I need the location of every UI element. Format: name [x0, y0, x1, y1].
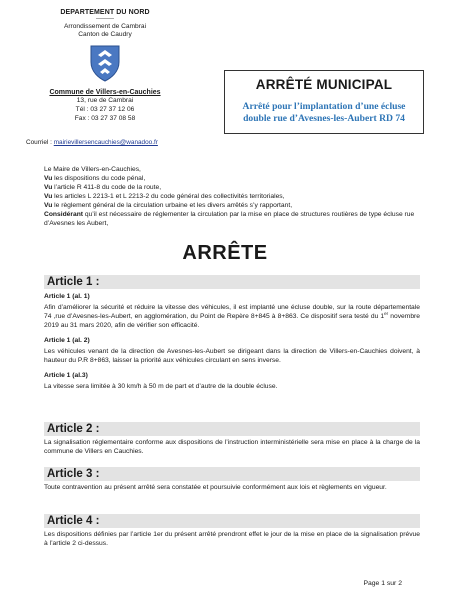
article-2	[44, 422, 420, 456]
page-number: Page 1 sur 2	[363, 580, 402, 587]
decree-subtitle	[225, 101, 423, 125]
article-3	[44, 467, 420, 492]
arrete-heading: ARRÊTE	[182, 242, 268, 264]
preamble-vu-4: Vu le règlement général de la circulation urbaine et les divers arrêtés s’y rapportant,	[44, 202, 293, 210]
article-2-text: La signalisation réglementaire conforme aux dispositions de l’instruction interministérielle sera mise en place à la charge de la commune de Villers en Cauchies.	[44, 439, 420, 456]
article-1-al-3-heading: Article 1 (al.3)	[44, 372, 88, 380]
separator: ---------	[96, 16, 114, 23]
preamble	[44, 165, 434, 228]
article-4-text: Les dispositions définies par l’article 1er du présent arrêté prendront effet le jour de la mise en place de la signalisation prévue à l’article 2 ci-dessus.	[44, 531, 420, 548]
arrondissement: Arrondissement de Cambrai	[63, 22, 147, 30]
decree-subtitle-line-1: Arrêté pour l’implantation d’une écluse	[242, 101, 406, 112]
article-1-al-2-text: Les véhicules venant de la direction de Avesnes-les-Aubert se dirigeant dans la direction de Villers-en-Cauchies doivent, à hauteur du P.R 8+863, laisser la priorité aux véhicules circulant en sens inverse.	[44, 348, 420, 365]
preamble-intro: Le Maire de Villers-en-Cauchies,	[44, 166, 141, 173]
preamble-considerant: Considérant qu’il est nécessaire de réglementer la circulation par la mise en place de structures routières de type écluse rue d’Avesnes les Aubert,	[44, 211, 415, 228]
preamble-vu-1: Vu les dispositions du code pénal,	[44, 175, 146, 183]
commune-name: Commune de Villers-en-Cauchies	[49, 89, 161, 97]
preamble-vu-2: Vu l’article R 411-8 du code de la route,	[44, 184, 162, 192]
article-3-heading: Article 3 :	[44, 467, 420, 481]
article-1-al-1-heading: Article 1 (al. 1)	[44, 293, 90, 300]
letterhead	[20, 8, 190, 123]
decree-subtitle-line-2: double rue d’Avesnes-les-Aubert RD 74	[243, 112, 405, 124]
decree-title: ARRÊTÉ MUNICIPAL	[255, 77, 393, 92]
coat-of-arms-icon	[89, 44, 121, 82]
email-label: Courriel :	[26, 139, 52, 146]
commune-address: 13, rue de Cambrai	[76, 97, 134, 105]
article-4-heading: Article 4 :	[44, 514, 420, 528]
commune-phone: Tél : 03 27 37 12 06	[75, 105, 135, 113]
decree-title-box	[224, 70, 424, 134]
preamble-vu-3: Vu les articles L 2213-1 et L 2213-2 du code général des collectivités territoriales,	[44, 193, 285, 201]
article-1-al-3-text: La vitesse sera limitée à 30 km/h à 50 m de part et d’autre de la double écluse.	[44, 383, 278, 391]
article-1-al-2-heading: Article 1 (al. 2)	[44, 337, 90, 345]
department-name: DEPARTEMENT DU NORD	[60, 9, 150, 16]
commune-fax: Fax : 03 27 37 08 58	[74, 114, 136, 122]
email-link[interactable]: mairievillersencauchies@wanadoo.fr	[53, 139, 158, 146]
email-line	[26, 139, 158, 146]
article-1-heading: Article 1 :	[44, 275, 420, 289]
article-1-al-1-text: Afin d’améliorer la sécurité et réduire la vitesse des véhicules, il est implanté une écluse double, sur la route départementale 74 ,rue d’Avesnes-les-Aubert, en agglomération, du Point de Repère 8+845 à 8+863. Ce dispositif sera testé du 1er novembre 2019 au 31 mars 2020, afin de vérifier son efficacité.	[44, 304, 420, 330]
article-4	[44, 514, 420, 548]
article-1	[44, 275, 420, 391]
article-2-heading: Article 2 :	[44, 422, 420, 436]
canton: Canton de Caudry	[78, 31, 132, 39]
article-3-text: Toute contravention au présent arrêté sera constatée et poursuivie conformément aux lois et règlements en vigueur.	[44, 484, 387, 491]
